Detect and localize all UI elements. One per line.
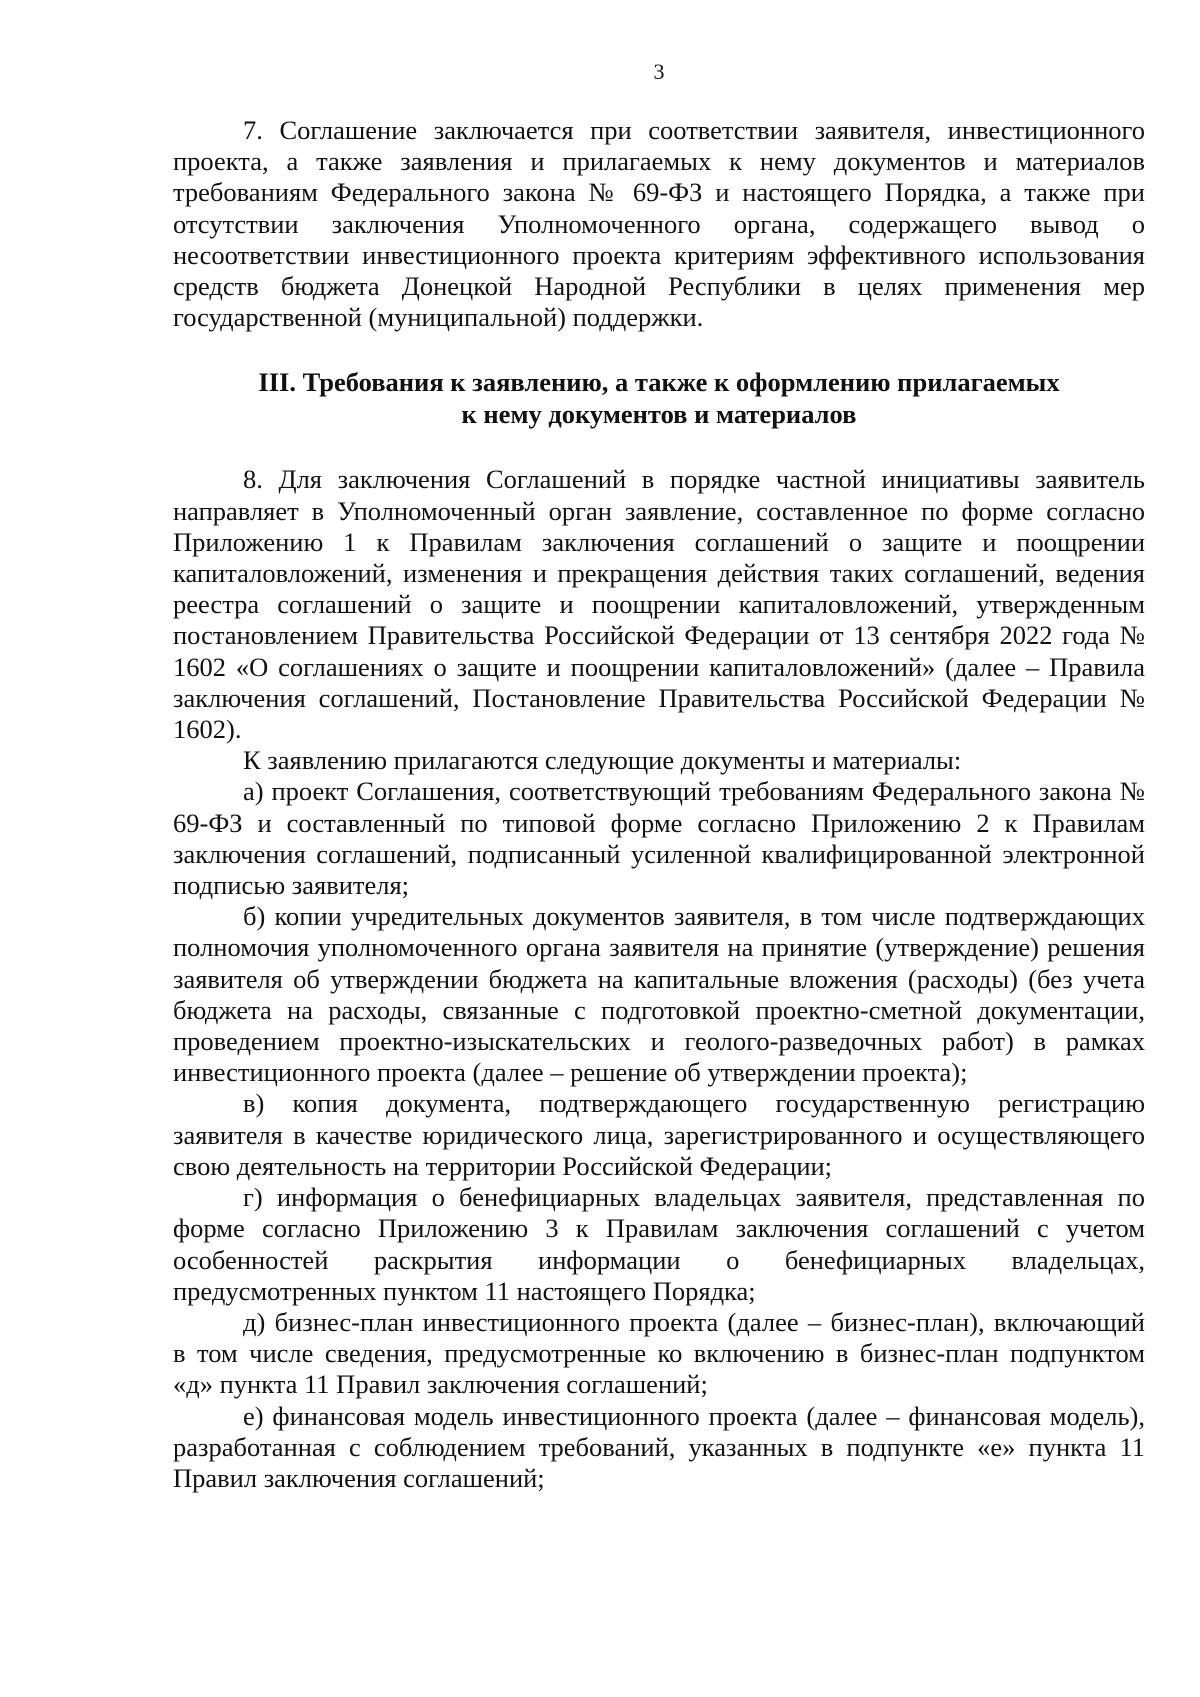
paragraph-attachments-intro: К заявлению прилагаются следующие документы и материалы: [243,745,962,776]
section-heading-line-2: к нему документов и материалов [461,399,857,430]
list-item-g: г) информация о бенефициарных владельцах заявителя, представленная по форме согласно Приложению 3 к Правилам заключения соглашений с учетом особенностей раскрытия информации о бенефициарных владельцах, предусмотренных пунктом 11 настоящего Порядка; [173,1182,1145,1306]
list-item-a: а) проект Соглашения, соответствующий требованиям Федерального закона № 69-ФЗ и составленный по типовой форме согласно Приложению 2 к Правилам заключения соглашений, подписанный усиленной квалифицированной электронной подписью заявителя; [173,776,1145,901]
section-heading-line-1: III. Требования к заявлению, а также к оформлению прилагаемых [258,367,1060,398]
document-page [173,0,1145,1697]
document-body [173,115,1145,1494]
list-item-e: е) финансовая модель инвестиционного проекта (далее – финансовая модель), разработанная с соблюдением требований, указанных в подпункте «е» пункта 11 Правил заключения соглашений; [173,1400,1145,1493]
paragraph-8: 8. Для заключения Соглашений в порядке частной инициативы заявитель направляет в Уполномоченный орган заявление, составленное по форме согласно Приложению 1 к Правилам заключения соглашений о защите и поощрении капиталовложений, изменения и прекращения действия таких соглашений, ведения реестра соглашений о защите и поощрении капиталовложений, утвержденным постановлением Правительства Российской Федерации от 13 сентября 2022 года № 1602 «О соглашениях о защите и поощрении капиталовложений» (далее – Правила заключения соглашений, Постановление Правительства Российской Федерации № 1602). [173,464,1145,745]
paragraph-7: 7. Соглашение заключается при соответствии заявителя, инвестиционного проекта, а также заявления и прилагаемых к нему документов и материалов требованиям Федерального закона № 69-ФЗ и настоящего Порядка, а также при отсутствии заключения Уполномоченного органа, содержащего вывод о несоответствии инвестиционного проекта критериям эффективного использования средств бюджета Донецкой Народной Республики в целях применения мер государственной (муниципальной) поддержки. [173,115,1145,333]
list-item-v: в) копия документа, подтверждающего государственную регистрацию заявителя в качестве юридического лица, зарегистрированного и осуществляющего свою деятельность на территории Российской Федерации; [173,1088,1145,1181]
list-item-d: д) бизнес-план инвестиционного проекта (далее – бизнес-план), включающий в том числе сведения, предусмотренные ко включению в бизнес-план подпунктом «д» пункта 11 Правил заключения соглашений; [173,1306,1145,1400]
list-item-b: б) копии учредительных документов заявителя, в том числе подтверждающих полномочия уполномоченного органа заявителя на принятие (утверждение) решения заявителя об утверждении бюджета на капитальные вложения (расходы) (без учета бюджета на расходы, связанные с подготовкой проектно-сметной документации, проведением проектно-изыскательских и геолого-разведочных работ) в рамках инвестиционного проекта (далее – решение об утверждении проекта); [173,901,1145,1088]
section-heading [173,366,1145,430]
page-number: 3 [653,59,665,84]
